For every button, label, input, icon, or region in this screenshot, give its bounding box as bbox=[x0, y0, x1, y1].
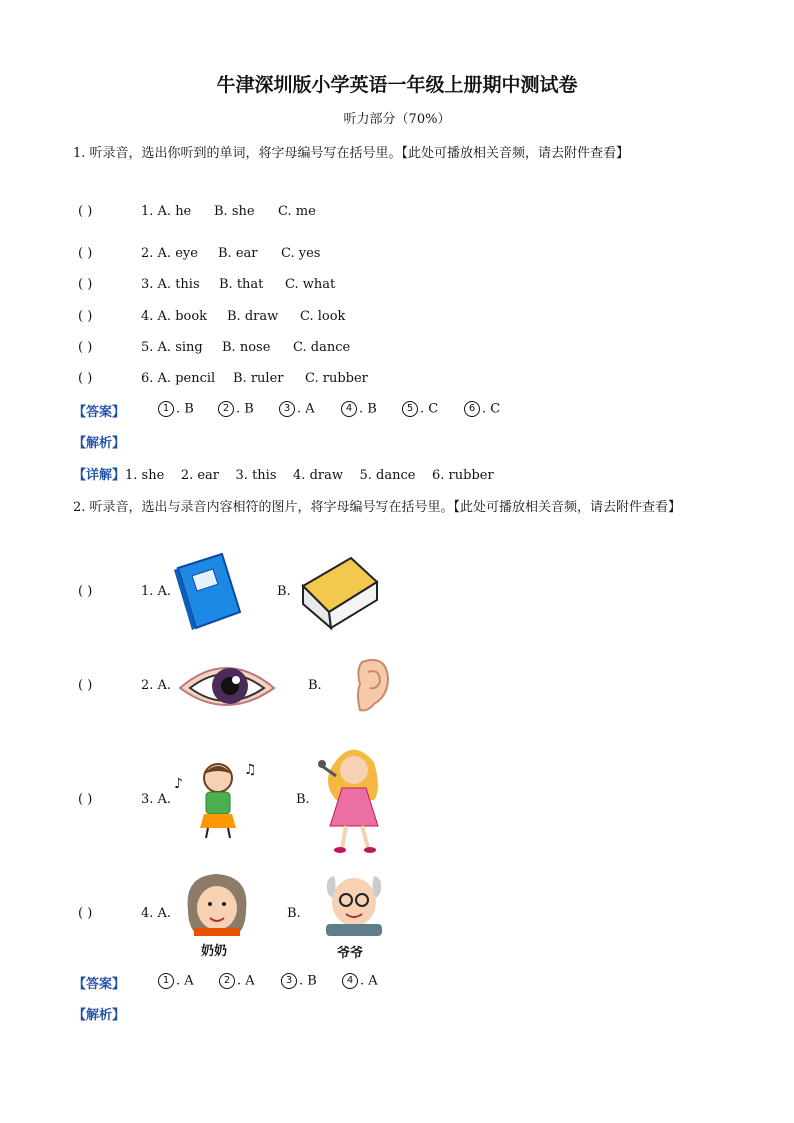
answer-item bbox=[158, 401, 194, 417]
item-option-c: C. dance bbox=[293, 340, 351, 355]
circled-number: 2 bbox=[219, 973, 235, 989]
grandma-image bbox=[180, 870, 254, 936]
answer-item bbox=[219, 973, 255, 989]
detail-line bbox=[73, 464, 494, 483]
answer-value: . B bbox=[359, 401, 377, 417]
answer-value: . C bbox=[420, 401, 439, 417]
grandma-caption: 奶奶 bbox=[201, 944, 228, 959]
item-option-a: 4. A. book bbox=[141, 309, 208, 324]
answer-value: . A bbox=[176, 973, 194, 989]
grandpa-caption: 爷爷 bbox=[337, 946, 364, 961]
answer-item bbox=[279, 401, 315, 417]
answer-bracket[interactable]: ( ) bbox=[78, 906, 93, 921]
answer-item bbox=[464, 401, 500, 417]
option-b-label: B. bbox=[308, 678, 322, 693]
option-a-label: 2. A. bbox=[141, 678, 172, 693]
answer-item bbox=[402, 401, 438, 417]
page-title: 牛津深圳版小学英语一年级上册期中测试卷 bbox=[216, 74, 578, 96]
item-option-b: B. draw bbox=[227, 309, 279, 324]
item-option-b: B. ruler bbox=[233, 371, 284, 386]
detail-text: 1. she 2. ear 3. this 4. draw 5. dance 6. rubber bbox=[125, 468, 494, 483]
detail-tag: 【详解】 bbox=[73, 468, 126, 483]
answer-tag: 【答案】 bbox=[73, 977, 126, 992]
answer-value: . A bbox=[297, 401, 315, 417]
eye-image bbox=[176, 652, 278, 718]
option-b-label: B. bbox=[277, 584, 291, 599]
singing-girl-image bbox=[316, 740, 386, 856]
item-option-c: C. what bbox=[285, 277, 336, 292]
answer-item bbox=[342, 973, 378, 989]
analysis-tag: 【解析】 bbox=[73, 1008, 126, 1023]
item-option-a: 2. A. eye bbox=[141, 246, 198, 261]
item-option-c: C. look bbox=[300, 309, 346, 324]
answer-value: . A bbox=[237, 973, 255, 989]
book-image bbox=[172, 550, 246, 632]
question-1-instruction: 1. 听录音，选出你听到的单词，将字母编号写在括号里。【此处可播放相关音频，请去附件查看】 bbox=[73, 146, 630, 161]
option-b-label: B. bbox=[296, 792, 310, 807]
svg-text:♫: ♫ bbox=[244, 762, 257, 778]
option-a-label: 1. A. bbox=[141, 584, 172, 599]
circled-number: 3 bbox=[279, 401, 295, 417]
answer-value: . B bbox=[299, 973, 317, 989]
grandpa-image bbox=[318, 868, 390, 938]
circled-number: 1 bbox=[158, 973, 174, 989]
answer-value: . B bbox=[176, 401, 194, 417]
option-a-label: 3. A. bbox=[141, 792, 172, 807]
svg-text:♪: ♪ bbox=[174, 776, 183, 792]
question-2-instruction: 2. 听录音，选出与录音内容相符的图片，将字母编号写在括号里。【此处可播放相关音频，请去附件查看】 bbox=[73, 500, 682, 515]
circled-number: 3 bbox=[281, 973, 297, 989]
eraser-image bbox=[297, 552, 381, 632]
answer-item bbox=[281, 973, 317, 989]
circled-number: 1 bbox=[158, 401, 174, 417]
answer-bracket[interactable]: ( ) bbox=[78, 204, 93, 219]
item-option-c: C. rubber bbox=[305, 371, 368, 386]
answer-bracket[interactable]: ( ) bbox=[78, 277, 93, 292]
answer-value: . B bbox=[236, 401, 254, 417]
answer-bracket[interactable]: ( ) bbox=[78, 340, 93, 355]
answer-value: . C bbox=[482, 401, 501, 417]
ear-image bbox=[352, 654, 392, 716]
answer-bracket[interactable]: ( ) bbox=[78, 584, 93, 599]
circled-number: 4 bbox=[341, 401, 357, 417]
item-option-a: 3. A. this bbox=[141, 277, 200, 292]
item-option-b: B. nose bbox=[222, 340, 271, 355]
option-a-label: 4. A. bbox=[141, 906, 172, 921]
circled-number: 2 bbox=[218, 401, 234, 417]
section-subtitle: 听力部分（70%） bbox=[343, 112, 451, 127]
analysis-tag: 【解析】 bbox=[73, 436, 126, 451]
circled-number: 5 bbox=[402, 401, 418, 417]
item-option-b: B. ear bbox=[218, 246, 258, 261]
option-b-label: B. bbox=[287, 906, 301, 921]
dancing-girl-image bbox=[172, 758, 262, 840]
item-option-c: C. yes bbox=[281, 246, 321, 261]
answer-bracket[interactable]: ( ) bbox=[78, 792, 93, 807]
answer-bracket[interactable]: ( ) bbox=[78, 309, 93, 324]
answer-item bbox=[158, 973, 194, 989]
answer-bracket[interactable]: ( ) bbox=[78, 371, 93, 386]
answer-value: . A bbox=[360, 973, 378, 989]
circled-number: 4 bbox=[342, 973, 358, 989]
item-option-a: 1. A. he bbox=[141, 204, 192, 219]
item-option-a: 5. A. sing bbox=[141, 340, 203, 355]
answer-item bbox=[218, 401, 254, 417]
circled-number: 6 bbox=[464, 401, 480, 417]
answer-bracket[interactable]: ( ) bbox=[78, 678, 93, 693]
item-option-a: 6. A. pencil bbox=[141, 371, 216, 386]
item-option-b: B. she bbox=[214, 204, 255, 219]
answer-tag: 【答案】 bbox=[73, 405, 126, 420]
item-option-b: B. that bbox=[219, 277, 264, 292]
answer-bracket[interactable]: ( ) bbox=[78, 246, 93, 261]
answer-item bbox=[341, 401, 377, 417]
item-option-c: C. me bbox=[278, 204, 316, 219]
